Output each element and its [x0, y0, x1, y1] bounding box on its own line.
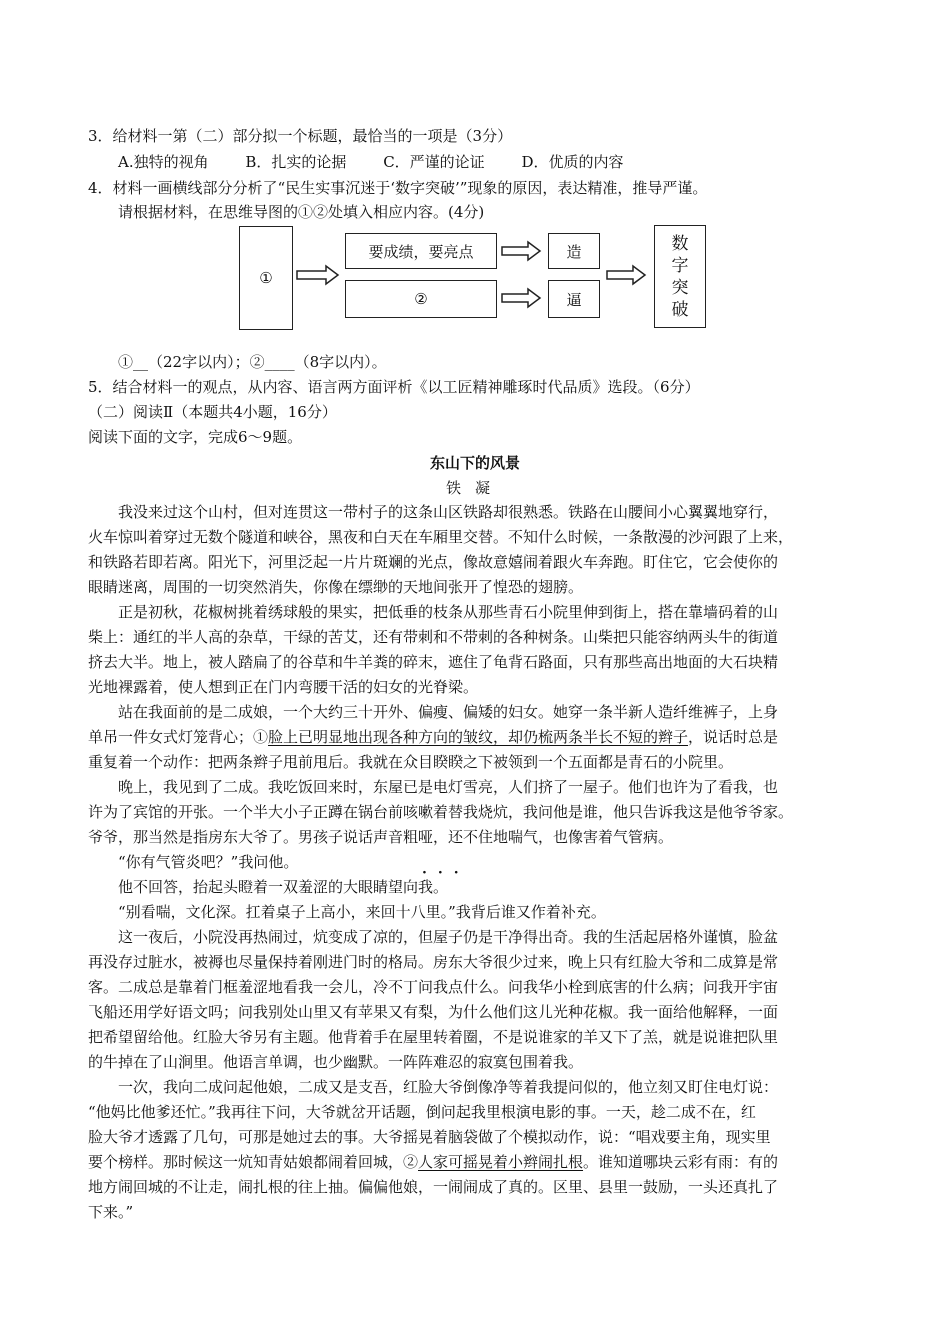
article-text: 。谁知道哪块云彩有雨：有的 [583, 1153, 779, 1171]
diagram-cause-top: 要成绩，要亮点 [345, 233, 497, 269]
result-char: 突 [671, 277, 689, 298]
article-line: 下来。” [88, 1203, 134, 1221]
article-line [88, 725, 778, 749]
article-line: 眼睛迷离，周围的一切突然消失，你像在缥缈的天地间张开了惶恐的翅膀。 [88, 578, 584, 596]
q3-stem: 3．给材料一第（二）部分拟一个标题，最恰当的一项是（3分） [88, 127, 513, 145]
article-line: 他不回答，抬起头瞪着一双羞涩的大眼睛望向我。 [118, 878, 449, 896]
q3-option-c[interactable]: C．严谨的论证 [383, 153, 485, 171]
emphasis-dots: ··· [422, 865, 470, 881]
article-text: 要个榜样。那时候这一炕知青姑娘都闹着回城，② [88, 1153, 419, 1171]
article-line: 地方闹回城的不让走，闹扎根的往上抽。偏偏他娘，一闹闹成了真的。区里、县里一鼓励，一头还真扎了 [88, 1178, 779, 1196]
article-line: 许为了宾馆的开张。一个半大小子正蹲在锅台前咳嗽着替我烧炕，我问他是谁，他只告诉我这是他爷爷家。 [88, 803, 794, 821]
q3-option-a[interactable]: A.独特的视角 [118, 153, 209, 171]
q3-option-d[interactable]: D．优质的内容 [521, 153, 624, 171]
section-instruction: 阅读下面的文字，完成6～9题。 [88, 428, 303, 446]
article-line: “别看喘，文化深。扛着桌子上高小，来回十八里。”我背后谁又作着补充。 [118, 903, 606, 921]
section-heading: （二）阅读Ⅱ（本题共4小题，16分） [88, 403, 337, 421]
q5-stem: 5．结合材料一的观点，从内容、语言两方面评析《以工匠精神雕琢时代品质》选段。（6分） [88, 378, 700, 396]
article-line: 飞船还用学好语文吗；问我别处山里又有苹果又有梨，为什么他们这儿光种花椒。我一面给他解释，一面 [88, 1003, 779, 1021]
q3-option-b[interactable]: B．扎实的论据 [245, 153, 347, 171]
underlined-sentence-2: 人家可摇晃着小辫闹扎根 [418, 1153, 584, 1171]
article-line: 火车惊叫着穿过无数个隧道和峡谷，黑夜和白天在车厢里交替。不知什么时候，一条散漫的沙河跟了上来， [88, 528, 794, 546]
article-title: 东山下的风景 [429, 454, 520, 472]
article-line: 爷爷，那当然是指房东大爷了。男孩子说话声音粗哑，还不住地喘气，也像害着气管病。 [88, 828, 674, 846]
article-line: 光地裸露着，使人想到正在门内弯腰干活的妇女的光脊梁。 [88, 678, 479, 696]
article-line: 站在我面前的是二成娘，一个大约三十开外、偏瘦、偏矮的妇女。她穿一条半新人造纤维裤子，上身 [118, 703, 779, 721]
article-line: 柴上：通红的半人高的杂草，干绿的苦艾，还有带刺和不带刺的各种树条。山柴把只能容纳两头牛的街道 [88, 628, 779, 646]
diagram-blank-2: ② [345, 280, 497, 318]
article-line: 挤去大半。地上，被人踏扁了的谷草和牛羊粪的碎末，遮住了龟背石路面，只有那些高出地面的大石块精 [88, 653, 779, 671]
article-text: 单吊一件女式灯笼背心；① [88, 728, 269, 746]
q4-stem: 4．材料一画横线部分分析了“民生实事沉迷于‘数字突破’”现象的原因，表达精准，推导严谨。 [88, 179, 708, 197]
diagram-blank-1: ① [239, 226, 293, 330]
result-char: 数 [671, 233, 689, 254]
article-line: 客。二成总是靠着门框羞涩地看我一会儿，冷不丁问我点什么。问我华小栓到底害的什么病；问我开宇宙 [88, 978, 779, 996]
diagram-force: 逼 [548, 280, 600, 318]
arrow-icon [607, 266, 645, 284]
q4-instruction: 请根据材料，在思维导图的①②处填入相应内容。(4分) [118, 203, 485, 221]
article-line: 一次，我向二成问起他娘，二成又是支吾，红脸大爷倒像净等着我提问似的，他立刻又盯住电灯说： [118, 1078, 779, 1096]
article-line: 脸大爷才透露了几句，可那是她过去的事。大爷摇晃着脑袋做了个模拟动作，说：“唱戏要主角，现实里 [88, 1128, 771, 1146]
result-char: 字 [671, 255, 689, 276]
q4-answer-line: ①__（22字以内）；②____（8字以内）。 [118, 353, 387, 371]
q3-options [118, 150, 656, 174]
underlined-sentence-1: 脸上已明显地出现各种方向的皱纹，却仍梳两条半长不短的辫子 [268, 728, 689, 746]
article-text: ，说话时总是 [688, 728, 779, 746]
article-line: “他妈比他爹还忙。”我再往下问，大爷就岔开话题，倒问起我里根演电影的事。一天，趁二成不在，红 [88, 1103, 756, 1121]
arrow-icon [502, 242, 540, 260]
arrow-icon [297, 266, 338, 284]
article-line: 晚上，我见到了二成。我吃饭回来时，东屋已是电灯雪亮，人们挤了一屋子。他们也许为了看我，也 [118, 778, 779, 796]
article-line [88, 1150, 778, 1174]
article-line: 和铁路若即若离。阳光下，河里泛起一片片斑斓的光点，像故意嬉闹着跟火车奔跑。盯住它，它会使你的 [88, 553, 779, 571]
article-line: 把希望留给他。红脸大爷另有主题。他背着手在屋里转着圈，不是说谁家的羊又下了羔，就是说谁把队里 [88, 1028, 779, 1046]
arrow-icon [502, 289, 540, 307]
article-line: 的牛掉在了山涧里。他语言单调，也少幽默。一阵阵难忍的寂寞包围着我。 [88, 1053, 584, 1071]
result-char: 破 [671, 299, 689, 320]
article-line: “你有气管炎吧？”我问他。 [118, 853, 299, 871]
article-line: 正是初秋，花椒树挑着绣球般的果实，把低垂的枝条从那些青石小院里伸到街上，搭在靠墙码着的山 [118, 603, 779, 621]
diagram-result [654, 225, 706, 328]
diagram-create: 造 [548, 233, 600, 269]
article-line: 重复着一个动作：把两条辫子甩前甩后。我就在众目睽睽之下被领到一个五面都是青石的小院里。 [88, 753, 734, 771]
article-line: 这一夜后，小院没再热闹过，炕变成了凉的，但屋子仍是干净得出奇。我的生活起居格外谨慎，脸盆 [118, 928, 779, 946]
article-author: 铁凝 [445, 479, 504, 497]
article-line: 我没来过这个山村，但对连贯这一带村子的这条山区铁路却很熟悉。铁路在山腰间小心翼翼地穿行， [118, 503, 779, 521]
article-line: 再没存过脏水，被褥也尽量保持着刚进门时的格局。房东大爷很少过来，晚上只有红脸大爷和二成算是常 [88, 953, 779, 971]
